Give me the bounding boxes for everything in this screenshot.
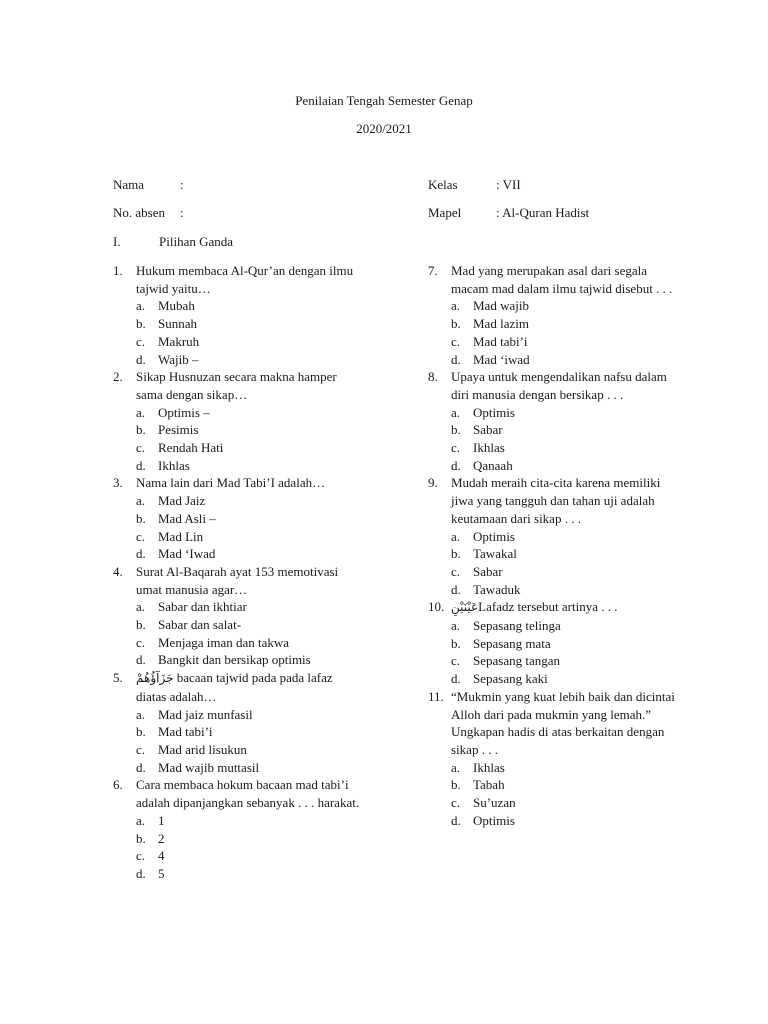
option-letter: b. bbox=[136, 422, 146, 438]
right-question-column bbox=[428, 262, 678, 830]
option-text: Mad ‘Iwad bbox=[158, 546, 216, 562]
option-text: Tawaduk bbox=[473, 581, 521, 597]
answer-option bbox=[113, 528, 363, 546]
option-text: Ikhlas bbox=[473, 440, 505, 456]
option-text: 1 bbox=[158, 812, 165, 828]
option-text: Rendah Hati bbox=[158, 440, 224, 456]
question-item bbox=[113, 776, 363, 882]
answer-option bbox=[428, 617, 678, 635]
question-item bbox=[113, 368, 363, 474]
page-title: Penilaian Tengah Semester Genap bbox=[295, 93, 473, 108]
answer-option bbox=[428, 563, 678, 581]
answer-option bbox=[428, 457, 678, 475]
option-letter: b. bbox=[136, 724, 146, 740]
question-text bbox=[113, 368, 363, 403]
answer-option bbox=[428, 439, 678, 457]
option-text: Sepasang mata bbox=[473, 635, 551, 651]
option-letter: c. bbox=[136, 528, 146, 544]
option-letter: a. bbox=[451, 759, 461, 775]
option-text: Mad tabi’i bbox=[158, 724, 213, 740]
option-text: Ikhlas bbox=[158, 457, 190, 473]
option-text: Sunnah bbox=[158, 316, 197, 332]
option-letter: b. bbox=[136, 830, 146, 846]
question-number: 3. bbox=[113, 475, 123, 491]
option-text: 4 bbox=[158, 848, 165, 864]
answer-option bbox=[428, 545, 678, 563]
question-body: Sikap Husnuzan secara makna hamper sama dengan sikap… bbox=[136, 369, 337, 402]
option-text: Mubah bbox=[158, 298, 195, 314]
option-letter: d. bbox=[451, 457, 461, 473]
question-body: “Mukmin yang kuat lebih baik dan dicintai Alloh dari pada mukmin yang lemah.” Ungkapan hadis di atas berkaitan dengan sikap . . . bbox=[451, 688, 675, 757]
arabic-text: عَيْنَيْنِ bbox=[451, 600, 479, 615]
question-body: Lafadz tersebut artinya . . . bbox=[478, 599, 618, 615]
question-number: 11. bbox=[428, 688, 444, 704]
question-number: 6. bbox=[113, 777, 123, 793]
answer-option bbox=[113, 351, 363, 369]
option-text: Sepasang tangan bbox=[473, 653, 561, 669]
answer-option bbox=[113, 651, 363, 669]
question-text bbox=[113, 262, 363, 297]
option-text: Mad arid lisukun bbox=[158, 741, 247, 757]
option-text: Wajib – bbox=[158, 351, 199, 367]
question-body: Mad yang merupakan asal dari segala macam mad dalam ilmu tajwid disebut . . . bbox=[451, 263, 673, 296]
option-letter: d. bbox=[136, 351, 146, 367]
answer-option bbox=[113, 510, 363, 528]
answer-option bbox=[113, 421, 363, 439]
option-text: Tawakal bbox=[473, 546, 517, 562]
question-text bbox=[428, 598, 678, 617]
answer-option bbox=[428, 528, 678, 546]
question-item bbox=[428, 262, 678, 368]
answer-option bbox=[428, 652, 678, 670]
option-letter: d. bbox=[136, 546, 146, 562]
answer-option bbox=[428, 759, 678, 777]
option-text: Menjaga iman dan takwa bbox=[158, 634, 290, 650]
question-body: Mudah meraih cita-cita karena memiliki jiwa yang tangguh dan tahan uji adalah keutamaan dari sikap . . . bbox=[451, 475, 661, 526]
option-letter: a. bbox=[451, 404, 461, 420]
option-letter: b. bbox=[451, 777, 461, 793]
mapel-label: Mapel bbox=[428, 205, 462, 220]
option-text: Optimis – bbox=[158, 404, 210, 420]
option-text: Mad wajib bbox=[473, 298, 529, 314]
option-letter: a. bbox=[136, 298, 146, 314]
option-letter: b. bbox=[451, 422, 461, 438]
option-letter: d. bbox=[451, 581, 461, 597]
question-body: Cara membaca hokum bacaan mad tabi’i adalah dipanjangkan sebanyak . . . harakat. bbox=[136, 777, 360, 811]
question-text bbox=[428, 474, 678, 527]
option-letter: c. bbox=[451, 653, 461, 669]
question-item bbox=[113, 474, 363, 563]
answer-option bbox=[113, 598, 363, 616]
answer-option bbox=[113, 830, 363, 848]
answer-option bbox=[428, 351, 678, 369]
question-item bbox=[113, 669, 363, 776]
answer-option bbox=[428, 581, 678, 599]
answer-option bbox=[428, 812, 678, 830]
answer-option bbox=[428, 333, 678, 351]
option-text: Mad tabi’i bbox=[473, 333, 528, 349]
question-text bbox=[428, 368, 678, 403]
answer-option bbox=[113, 847, 363, 865]
option-letter: d. bbox=[136, 652, 146, 668]
question-text bbox=[113, 669, 363, 705]
option-letter: b. bbox=[136, 617, 146, 633]
answer-option bbox=[428, 297, 678, 315]
option-letter: c. bbox=[136, 440, 146, 456]
question-number: 4. bbox=[113, 563, 123, 579]
nama-label: Nama bbox=[113, 177, 145, 192]
answer-option bbox=[113, 616, 363, 634]
question-item bbox=[428, 598, 678, 688]
option-text: 2 bbox=[158, 830, 165, 846]
option-letter: a. bbox=[136, 493, 146, 509]
option-text: Qanaah bbox=[473, 457, 513, 473]
answer-option bbox=[113, 812, 363, 830]
option-letter: d. bbox=[451, 812, 461, 828]
option-letter: c. bbox=[136, 741, 146, 757]
nama-separator: : bbox=[180, 177, 184, 192]
option-text: Ikhlas bbox=[473, 759, 505, 775]
answer-option bbox=[428, 315, 678, 333]
option-letter: d. bbox=[136, 457, 146, 473]
question-body: bacaan tajwid pada pada lafaz diatas adalah… bbox=[136, 670, 333, 704]
question-body: Surat Al-Baqarah ayat 153 memotivasi umat manusia agar… bbox=[136, 563, 339, 597]
section-heading bbox=[113, 234, 233, 250]
answer-option bbox=[428, 670, 678, 688]
option-letter: d. bbox=[451, 671, 461, 687]
question-number: 1. bbox=[113, 263, 123, 278]
option-text: Mad Asli – bbox=[158, 510, 216, 526]
answer-option bbox=[113, 545, 363, 563]
answer-option bbox=[113, 439, 363, 457]
option-text: Mad Lin bbox=[158, 528, 204, 544]
question-item bbox=[113, 262, 363, 368]
option-text: Mad wajib muttasil bbox=[158, 759, 260, 775]
answer-option bbox=[428, 404, 678, 422]
option-letter: b. bbox=[451, 635, 461, 651]
option-text: Tabah bbox=[473, 777, 505, 793]
option-letter: d. bbox=[451, 351, 461, 367]
answer-option bbox=[113, 741, 363, 759]
answer-option bbox=[113, 315, 363, 333]
option-text: Optimis bbox=[473, 404, 515, 420]
option-letter: c. bbox=[136, 333, 146, 349]
question-text bbox=[113, 776, 363, 811]
kelas-value: : VII bbox=[496, 177, 521, 192]
answer-option bbox=[113, 723, 363, 741]
option-text: Mad ‘iwad bbox=[473, 351, 530, 367]
mapel-field bbox=[428, 205, 590, 221]
option-letter: c. bbox=[451, 333, 461, 349]
left-question-column bbox=[113, 262, 363, 883]
option-letter: c. bbox=[451, 563, 461, 579]
option-letter: a. bbox=[136, 404, 146, 420]
option-text: Sabar dan salat- bbox=[158, 617, 242, 633]
option-letter: c. bbox=[451, 440, 461, 456]
absen-label: No. absen bbox=[113, 205, 165, 220]
school-year: 2020/2021 bbox=[356, 121, 412, 136]
option-letter: d. bbox=[136, 865, 146, 881]
option-text: Su’uzan bbox=[473, 795, 516, 811]
option-letter: c. bbox=[451, 795, 461, 811]
option-letter: a. bbox=[136, 599, 146, 615]
answer-option bbox=[113, 865, 363, 883]
option-text: Mad lazim bbox=[473, 316, 529, 332]
question-number: 5. bbox=[113, 670, 123, 686]
question-number: 7. bbox=[428, 263, 438, 278]
kelas-field bbox=[428, 177, 521, 193]
option-text: 5 bbox=[158, 865, 165, 881]
option-text: Sepasang telinga bbox=[473, 618, 561, 634]
question-item bbox=[113, 563, 363, 669]
question-body: Nama lain dari Mad Tabi’I adalah… bbox=[136, 475, 326, 491]
section-title: Pilihan Ganda bbox=[159, 234, 234, 249]
option-text: Sepasang kaki bbox=[473, 671, 548, 687]
option-text: Mad Jaiz bbox=[158, 493, 206, 509]
option-text: Optimis bbox=[473, 528, 515, 544]
answer-option bbox=[113, 492, 363, 510]
option-letter: b. bbox=[136, 510, 146, 526]
answer-option bbox=[113, 634, 363, 652]
option-letter: a. bbox=[136, 812, 146, 828]
option-letter: d. bbox=[136, 759, 146, 775]
question-item bbox=[428, 368, 678, 474]
kelas-label: Kelas bbox=[428, 177, 458, 192]
answer-option bbox=[113, 457, 363, 475]
question-item bbox=[428, 688, 678, 830]
question-text bbox=[113, 474, 363, 492]
option-letter: c. bbox=[136, 848, 146, 864]
question-number: 9. bbox=[428, 475, 438, 491]
option-text: Optimis bbox=[473, 812, 515, 828]
option-text: Sabar dan ikhtiar bbox=[158, 599, 247, 615]
absen-field bbox=[113, 205, 184, 221]
answer-option bbox=[428, 794, 678, 812]
question-item bbox=[428, 474, 678, 598]
option-text: Sabar bbox=[473, 422, 503, 438]
answer-option bbox=[113, 333, 363, 351]
answer-option bbox=[428, 776, 678, 794]
option-letter: a. bbox=[451, 298, 461, 314]
option-letter: b. bbox=[451, 546, 461, 562]
question-text bbox=[428, 262, 678, 297]
nama-field bbox=[113, 177, 184, 193]
option-text: Bangkit dan bersikap optimis bbox=[158, 652, 311, 668]
question-number: 2. bbox=[113, 369, 123, 385]
answer-option bbox=[113, 706, 363, 724]
answer-option bbox=[113, 759, 363, 777]
question-body: Hukum membaca Al-Qur’an dengan ilmu tajwid yaitu… bbox=[136, 263, 354, 296]
answer-option bbox=[428, 635, 678, 653]
option-letter: a. bbox=[451, 618, 461, 634]
answer-option bbox=[113, 404, 363, 422]
mapel-value: : Al-Quran Hadist bbox=[496, 205, 590, 220]
answer-option bbox=[113, 297, 363, 315]
option-letter: a. bbox=[136, 706, 146, 722]
option-letter: c. bbox=[136, 634, 146, 650]
answer-option bbox=[428, 421, 678, 439]
absen-separator: : bbox=[180, 205, 184, 220]
section-number: I. bbox=[113, 234, 121, 249]
option-text: Mad jaiz munfasil bbox=[158, 706, 253, 722]
option-letter: b. bbox=[451, 316, 461, 332]
option-text: Makruh bbox=[158, 333, 200, 349]
option-text: Sabar bbox=[473, 563, 503, 579]
question-number: 8. bbox=[428, 369, 438, 385]
arabic-text: جَزَآؤُهُمْ bbox=[136, 671, 174, 686]
option-text: Pesimis bbox=[158, 422, 199, 438]
option-letter: a. bbox=[451, 528, 461, 544]
question-text bbox=[113, 563, 363, 598]
option-letter: b. bbox=[136, 316, 146, 332]
question-body: Upaya untuk mengendalikan nafsu dalam diri manusia dengan bersikap . . . bbox=[451, 369, 667, 402]
question-number: 10. bbox=[428, 599, 445, 615]
question-text bbox=[428, 688, 678, 759]
